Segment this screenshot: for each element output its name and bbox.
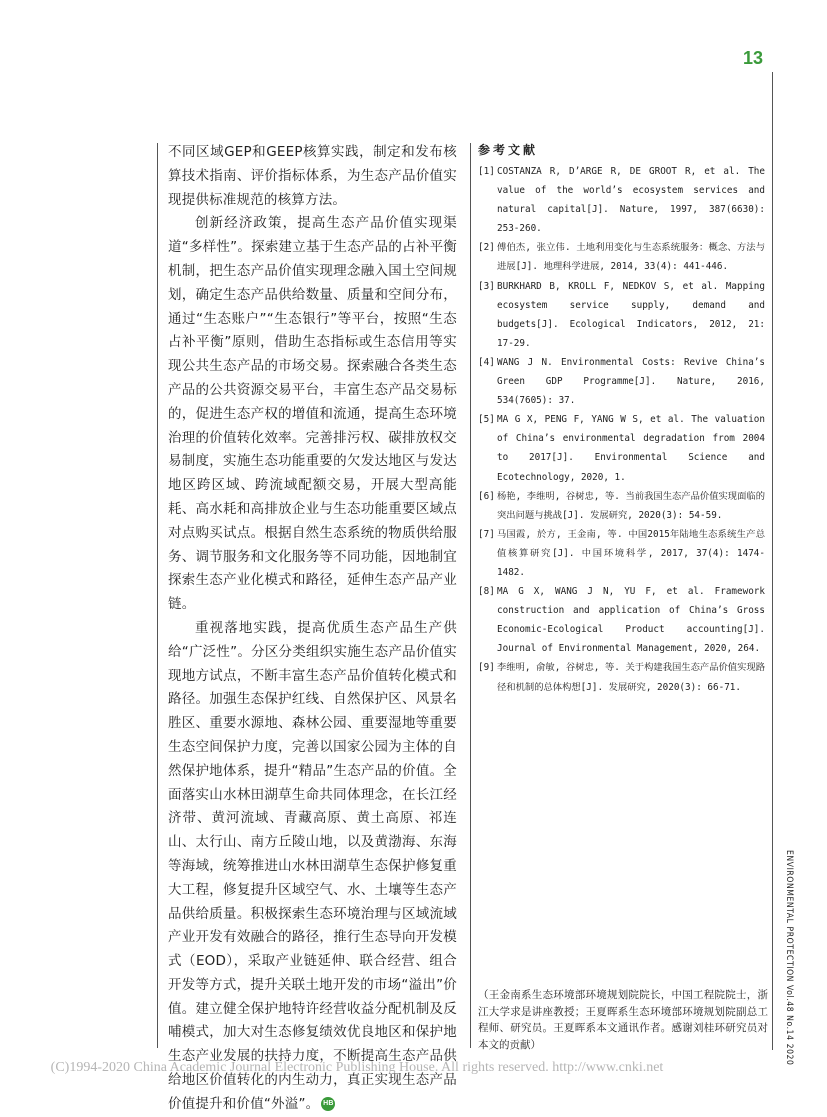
reference-item bbox=[478, 277, 765, 353]
copyright-footer: (C)1994-2020 China Academic Journal Electronic Publishing House. All rights reserved. http://www.cnki.net bbox=[50, 1060, 664, 1075]
reference-text: BURKHARD B, KROLL F, NEDKOV S, et al. Mapping ecosystem service supply, demand and budgets[J]. Ecological Indicators, 2012, 21: 17-29. bbox=[497, 280, 765, 349]
reference-number: [8] bbox=[478, 586, 495, 598]
reference-number: [3] bbox=[478, 280, 495, 292]
right-column-rule bbox=[772, 72, 773, 1050]
reference-text: MA G X, WANG J N, YU F, et al. Framework construction and application of China’s Gross Economic-Ecological Product accounting[J]. Journal of Environmental Management, 2020, 264. bbox=[497, 586, 765, 655]
body-text-column bbox=[168, 141, 457, 1117]
author-note: （王金南系生态环境部环境规划院院长，中国工程院院士，浙江大学求是讲座教授；王夏晖系生态环境部环境规划院副总工程师、研究员。王夏晖系本文通讯作者。感谢刘桂环研究员对本文的贡献） bbox=[478, 989, 768, 1051]
journal-side-label: ENVIRONMENTAL PROTECTION Vol.48 No.14 2020 bbox=[784, 850, 794, 1066]
reference-number: [2] bbox=[478, 242, 495, 254]
reference-item bbox=[478, 162, 765, 238]
reference-item bbox=[478, 582, 765, 658]
left-column-rule bbox=[157, 143, 158, 1048]
references-column bbox=[478, 141, 765, 697]
reference-item bbox=[478, 525, 765, 582]
reference-text: 李维明, 俞敏, 谷树忠, 等. 关于构建我国生态产品价值实现路径和机制的总体构想[J]. 发展研究, 2020(3): 66-71. bbox=[497, 662, 765, 693]
body-paragraph: 创新经济政策，提高生态产品价值实现渠道“多样性”。探索建立基于生态产品的占补平衡机制，把生态产品价值实现理念融入国土空间规划，确定生态产品供给数量、质量和空间分布，通过“生态账户”“生态银行”等平台，按照“生态占补平衡”原则，借助生态指标或生态信用等实现公共生态产品的市场交易。探索融合各类生态产品的公共资源交易平台，丰富生态产品交易标的，促进生态产权的增值和流通，提高生态环境治理的价值转化效率。完善排污权、碳排放权交易制度，实施生态功能重要的欠发达地区与发达地区跨区域、跨流域配额交易，开展大型高能耗、高水耗和高排放企业与生态功能重要区域点对点购买试点。根据自然生态系统的物质供给服务、调节服务和文化服务等不同功能，因地制宜探索生态产业化模式和路径，延伸生态产品产业链。 bbox=[168, 215, 457, 613]
references-title: 参考文献 bbox=[478, 143, 539, 157]
reference-item bbox=[478, 487, 765, 525]
reference-text: MA G X, PENG F, YANG W S, et al. The valuation of China’s environmental degradation from 2004 to 2017[J]. Environmental Science and Ecotechnology, 2020, 1. bbox=[497, 414, 765, 483]
page-number: 13 bbox=[742, 48, 764, 68]
body-paragraph-text: 重视落地实践，提高优质生态产品生产供给“广泛性”。分区分类组织实施生态产品价值实现地方试点，不断丰富生态产品价值转化模式和路径。加强生态保护红线、自然保护区、风景名胜区、重要水源地、森林公园、重要湿地等重要生态空间保护力度，完善以国家公园为主体的自然保护地体系，提升“精品”生态产品的价值。全面落实山水林田湖草生命共同体理念，在长江经济带、黄河流域、青藏高原、黄土高原、祁连山、太行山、南方丘陵山地，以及黄渤海、东海等海域，统筹推进山水林田湖草生态保护修复重大工程，修复提升区域空气、水、土壤等生态产品供给质量。积极探索生态环境治理与区域流域产业开发有效融合的路径，推行生态导向开发模式（EOD），采取产业链延伸、联合经营、组合开发等方式，提升关联土地开发的市场“溢出”价值。建立健全保护地特许经营收益分配机制及反哺模式，加大对生态修复绩效优良地区和保护地生态产业发展的扶持力度，不断提高生态产品供给地区价值转化的内生动力，真正实现生态产品价值提升和价值“外溢”。 bbox=[168, 619, 457, 1112]
reference-text: 马国霞, 於方, 王金南, 等. 中国2015年陆地生态系统生产总值核算研究[J]. 中国环境科学, 2017, 37(4): 1474-1482. bbox=[497, 528, 765, 578]
reference-item bbox=[478, 658, 765, 696]
reference-text: COSTANZA R, D’ARGE R, DE GROOT R, et al. The value of the world’s ecosystem services and natural capital[J]. Nature, 1997, 387(6630): 253-260. bbox=[497, 166, 765, 235]
reference-item bbox=[478, 238, 765, 276]
reference-number: [4] bbox=[478, 356, 495, 368]
reference-number: [5] bbox=[478, 414, 495, 426]
reference-item bbox=[478, 353, 765, 410]
reference-number: [1] bbox=[478, 166, 495, 177]
reference-text: 傅伯杰, 张立伟. 土地利用变化与生态系统服务：概念、方法与进展[J]. 地理科学进展, 2014, 33(4): 441-446. bbox=[497, 242, 765, 273]
reference-item bbox=[478, 410, 765, 486]
article-end-icon: HB bbox=[321, 1097, 335, 1111]
reference-text: 杨艳, 李维明, 谷树忠, 等. 当前我国生态产品价值实现面临的突出问题与挑战[J]. 发展研究, 2020(3): 54-59. bbox=[497, 490, 765, 521]
reference-number: [9] bbox=[478, 662, 495, 674]
middle-column-rule bbox=[470, 143, 471, 1048]
reference-number: [7] bbox=[478, 528, 495, 540]
reference-number: [6] bbox=[478, 490, 495, 502]
body-paragraph: 不同区域GEP和GEEP核算实践，制定和发布核算技术指南、评价指标体系，为生态产品价值实现提供标准规范的核算方法。 bbox=[168, 144, 457, 208]
reference-text: WANG J N. Environmental Costs: Revive China’s Green GDP Programme[J]. Nature, 2016, 534(7605): 37. bbox=[497, 356, 765, 407]
body-paragraph bbox=[168, 617, 457, 1117]
